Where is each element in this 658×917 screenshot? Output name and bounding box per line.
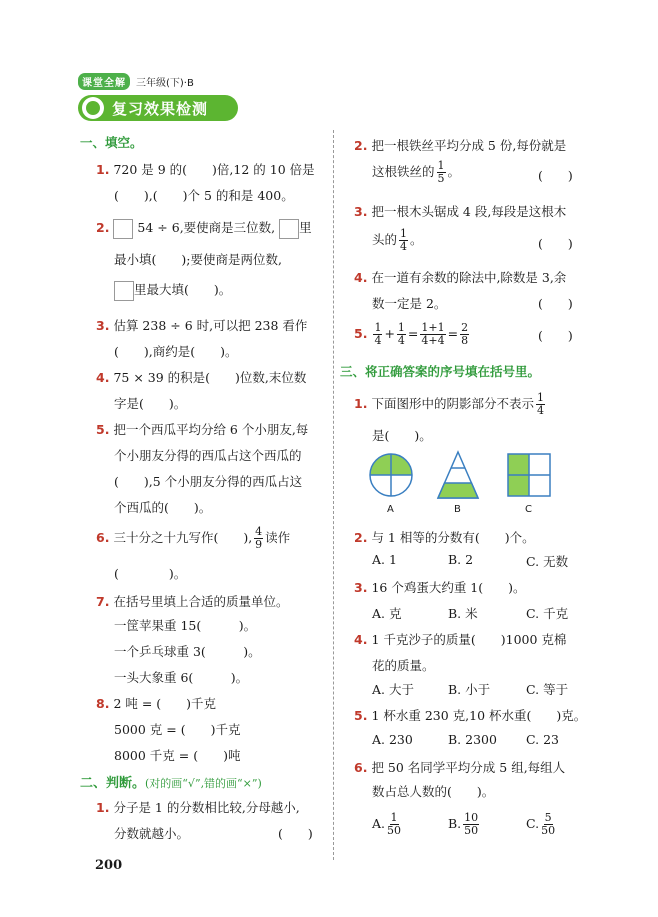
c2-opt-a: A. 1 — [372, 552, 397, 567]
j2-line1: 2. 把一根铁丝平均分成 5 份,每份就是 — [354, 138, 567, 153]
triangle-figure-b — [436, 450, 480, 500]
c2-opt-b: B. 2 — [448, 552, 474, 567]
c3-opt-c: C. 千克 — [526, 606, 569, 621]
c6-opt-b: B. $\frac{10}{50}$ — [448, 811, 479, 837]
square-figure-c — [506, 452, 552, 498]
c4-opt-c: C. 等于 — [526, 682, 569, 697]
c3-opt-b: B. 米 — [448, 606, 478, 621]
q7-line1: 7. 在括号里填上合适的质量单位。 — [96, 594, 289, 609]
c4-opt-a: A. 大于 — [372, 682, 414, 697]
section-judge-title: 二、判断。(对的画“√”,错的画“×”) — [80, 776, 262, 791]
c4-line1: 4. 1 千克沙子的质量( )1000 克棉 — [354, 632, 567, 647]
c5-opt-b: B. 2300 — [448, 732, 497, 747]
j2-answer-paren: ( ) — [538, 168, 573, 183]
q5-line2: 个小朋友分得的西瓜占这个西瓜的 — [114, 448, 302, 463]
c3-line1: 3. 16 个鸡蛋大约重 1( )。 — [354, 580, 526, 595]
brand-badge: 课堂全解 — [78, 73, 130, 90]
blank-box — [279, 219, 299, 239]
j1-answer-paren: ( ) — [278, 826, 313, 841]
c6-opt-a: A. $\frac{1}{50}$ — [372, 811, 402, 837]
c4-opt-b: B. 小于 — [448, 682, 491, 697]
q8-line2: 5000 克 = ( )千克 — [114, 722, 241, 737]
fraction: $\frac{4}{9}$ — [255, 525, 263, 551]
c4-line2: 花的质量。 — [372, 658, 435, 673]
circle-figure-a — [368, 452, 414, 498]
q7-line4: 一头大象重 6( )。 — [114, 670, 249, 685]
q2-line1: 2. 54 ÷ 6,要使商是三位数, 里 — [96, 218, 312, 239]
j3-line1: 3. 把一根木头锯成 4 段,每段是这根木 — [354, 204, 567, 219]
fraction: $\frac{1}{4}$ — [400, 227, 408, 253]
grade-label: 三年级(下)·B — [136, 78, 194, 89]
c3-opt-a: A. 克 — [372, 606, 402, 621]
j1-line1: 1. 分子是 1 的分数相比较,分母越小, — [96, 800, 300, 815]
c5-opt-c: C. 23 — [526, 732, 559, 747]
figure-label-c: C — [525, 504, 532, 515]
fraction: $\frac{1}{4}$ — [536, 391, 544, 417]
q3-line2: ( ),商约是( )。 — [114, 344, 238, 359]
c2-line1: 2. 与 1 相等的分数有( )个。 — [354, 530, 535, 545]
banner-circle-icon — [82, 97, 104, 119]
q4-line1: 4. 75 × 39 的积是( )位数,末位数 — [96, 370, 307, 385]
j1-line2: 分数就越小。 — [114, 826, 190, 841]
section-fill-blank-title: 一、填空。 — [80, 135, 143, 150]
q3-line1: 3. 估算 238 ÷ 6 时,可以把 238 看作 — [96, 318, 308, 333]
c6-line1: 6. 把 50 名同学平均分成 5 组,每组人 — [354, 760, 566, 775]
c5-opt-a: A. 230 — [372, 732, 413, 747]
j2-line2: 这根铁丝的 $\frac{1}{5}$ 。 — [372, 159, 461, 185]
j4-line1: 4. 在一道有余数的除法中,除数是 3,余 — [354, 270, 567, 285]
q7-line2: 一筐苹果重 15( )。 — [114, 618, 257, 633]
blank-box — [113, 219, 133, 239]
q6-line1: 6. 三十分之十九写作( ), $\frac{4}{9}$ 读作 — [96, 525, 291, 551]
j4-line2: 数一定是 2。 — [372, 296, 447, 311]
c6-line2: 数占总人数的( )。 — [372, 784, 495, 799]
j3-answer-paren: ( ) — [538, 236, 573, 251]
q5-line4: 个西瓜的( )。 — [114, 500, 212, 515]
j4-answer-paren: ( ) — [538, 296, 573, 311]
q1-line2: ( ),( )个 5 的和是 400。 — [114, 188, 294, 203]
figure-label-b: B — [454, 504, 461, 515]
q2-line2: 最小填( );要使商是两位数, — [114, 252, 282, 267]
page-number: 200 — [95, 858, 123, 873]
q2-line3: 里最大填( )。 — [114, 280, 231, 301]
q8-line1: 8. 2 吨 = ( )千克 — [96, 696, 217, 711]
c2-opt-c: C. 无数 — [526, 554, 569, 569]
q1-line1: 1. 720 是 9 的( )倍,12 的 10 倍是 — [96, 162, 315, 177]
q4-line2: 字是( )。 — [114, 396, 187, 411]
q7-line3: 一个乒乓球重 3( )。 — [114, 644, 261, 659]
q8-line3: 8000 千克 = ( )吨 — [114, 748, 241, 763]
q5-line1: 5. 把一个西瓜平均分给 6 个小朋友,每 — [96, 422, 309, 437]
j3-line2: 头的 $\frac{1}{4}$ 。 — [372, 227, 423, 253]
c1-line2: 是( )。 — [372, 428, 432, 443]
q5-line3: ( ),5 个小朋友分得的西瓜占这 — [114, 474, 303, 489]
c5-line1: 5. 1 杯水重 230 克,10 杯水重( )克。 — [354, 708, 587, 723]
j5-line: 5. $\frac{1}{4}$ + $\frac{1}{4}$ = $\frac{1+1}{4+4}$ = $\frac{2}{8}$ — [354, 322, 471, 347]
blank-box — [114, 281, 134, 301]
brand-header — [78, 73, 194, 90]
q6-line2: ( )。 — [114, 566, 187, 581]
c6-opt-c: C. $\frac{5}{50}$ — [526, 811, 556, 837]
column-divider — [333, 130, 334, 860]
section-banner — [78, 95, 238, 121]
c1-line1: 1. 下面图形中的阴影部分不表示 $\frac{1}{4}$ — [354, 391, 544, 417]
fraction: $\frac{1}{5}$ — [437, 159, 445, 185]
j5-answer-paren: ( ) — [538, 328, 573, 343]
section-choice-title: 三、将正确答案的序号填在括号里。 — [340, 364, 541, 379]
j5-expression: $\frac{1}{4}$ + $\frac{1}{4}$ = $\frac{1+1}{4+4}$ = $\frac{2}{8}$ — [374, 321, 469, 347]
banner-title: 复习效果检测 — [112, 99, 209, 118]
figure-label-a: A — [387, 504, 394, 515]
